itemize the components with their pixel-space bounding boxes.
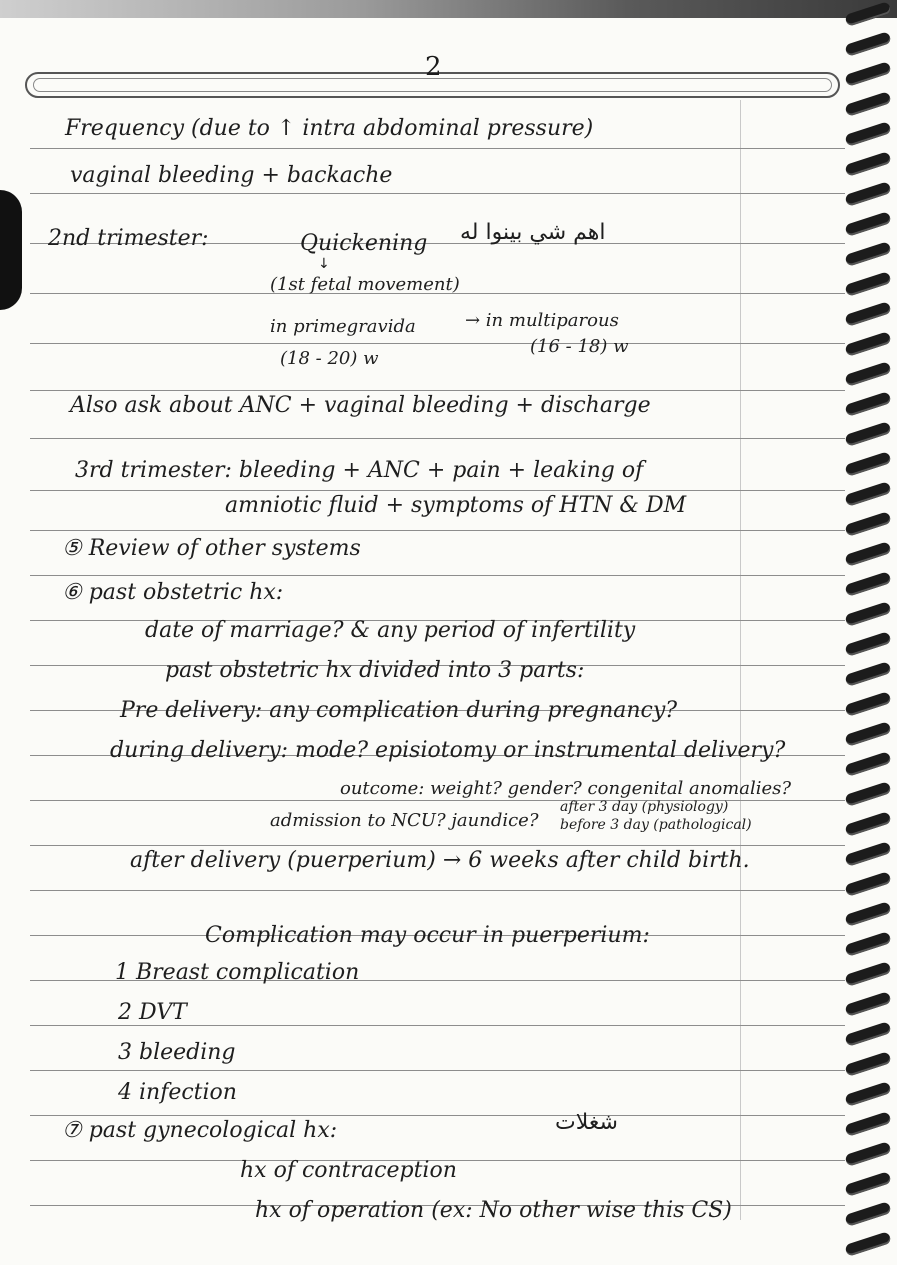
note-line: (16 - 18) w (530, 336, 629, 357)
note-line: amniotic fluid + symptoms of HTN & DM (225, 493, 687, 518)
note-line: admission to NCU? jaundice? (270, 810, 539, 831)
note-line: (18 - 20) w (280, 348, 379, 369)
spiral-binding (835, 0, 897, 1265)
note-line: before 3 day (pathological) (560, 817, 752, 833)
note-line: past obstetric hx divided into 3 parts: (165, 658, 585, 683)
note-line: outcome: weight? gender? congenital anomalies? (340, 778, 792, 799)
note-line: after 3 day (physiology) (560, 799, 729, 815)
note-line: → in multiparous (465, 310, 619, 331)
arabic-note: اهم شي بينوا له (460, 220, 606, 245)
note-line: Frequency (due to ↑ intra abdominal pressure) (65, 116, 594, 141)
numbered-item: ⑤ Review of other systems (62, 536, 361, 561)
note-line: date of marriage? & any period of infertility (145, 618, 636, 643)
note-line: in primegravida (270, 316, 416, 337)
note-line: Quickening (300, 231, 428, 256)
numbered-item: ⑦ past gynecological hx: (62, 1118, 338, 1143)
note-line: hx of contraception (240, 1158, 457, 1183)
section-heading: 3rd trimester: bleeding + ANC + pain + leaking of (75, 458, 644, 483)
note-line: Also ask about ANC + vaginal bleeding + discharge (70, 393, 651, 418)
margin-line (740, 100, 741, 1220)
list-item: 4 infection (118, 1080, 237, 1105)
arabic-note: شغلات (555, 1110, 618, 1135)
binding-shadow (0, 190, 22, 310)
section-heading: 2nd trimester: (48, 226, 209, 251)
list-item: 3 bleeding (118, 1040, 236, 1065)
note-line: after delivery (puerperium) → 6 weeks after child birth. (130, 848, 750, 873)
top-shadow (0, 0, 897, 18)
note-line: vaginal bleeding + backache (70, 163, 393, 188)
numbered-item: ⑥ past obstetric hx: (62, 580, 284, 605)
arrow-down-icon: ↓ (318, 256, 330, 272)
section-heading: Complication may occur in puerperium: (205, 923, 650, 948)
note-line: during delivery: mode? episiotomy or instrumental delivery? (110, 738, 786, 763)
note-line: (1st fetal movement) (270, 274, 460, 295)
list-item: 2 DVT (118, 1000, 187, 1025)
page-number: 2 (425, 52, 442, 82)
list-item: 1 Breast complication (115, 960, 360, 985)
note-line: hx of operation (ex: No other wise this CS) (255, 1198, 732, 1223)
note-line: Pre delivery: any complication during pregnancy? (120, 698, 678, 723)
